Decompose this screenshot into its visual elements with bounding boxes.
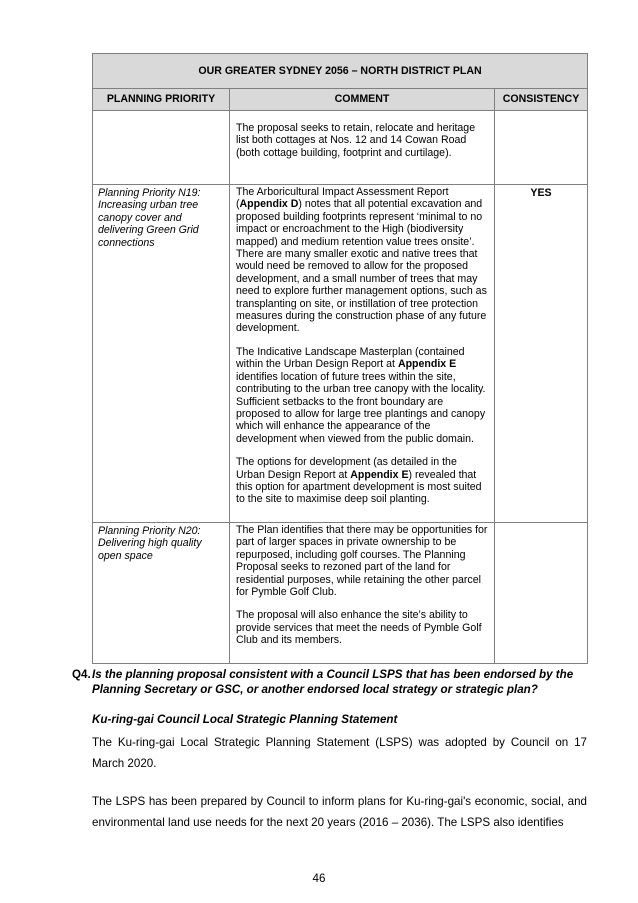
comment-cell: [230, 185, 495, 523]
body-paragraph: The Ku-ring-gai Local Strategic Planning Statement (LSPS) was adopted by Council on 17 March 2020.: [92, 736, 587, 770]
comment-paragraph: [236, 456, 488, 506]
comment-cell: [230, 111, 495, 185]
column-header-priority: PLANNING PRIORITY: [93, 89, 230, 111]
appendix-reference: Appendix E: [350, 468, 409, 481]
consistency-cell: [495, 111, 588, 185]
question-q4: [72, 667, 594, 697]
table-title-row: [93, 54, 588, 89]
comment-text: The options for development (as detailed in the Urban Design Report at: [236, 456, 457, 481]
table-row: [93, 111, 588, 185]
comment-paragraph: [236, 186, 488, 335]
comment-paragraph: The Plan identifies that there may be opportunities for part of larger spaces in private ownership to be repurposed, including golf courses. The Planning Proposal seeks to rezoned part of the land for residential purposes, while retaining the other parcel for Pymble Golf Club.: [236, 524, 488, 599]
table-row: [93, 523, 588, 664]
question-text: Is the planning proposal consistent with a Council LSPS that has been endorsed by the Planning Secretary or GSC, or another endorsed local strategy or strategic plan?: [92, 668, 574, 696]
appendix-reference: Appendix E: [397, 358, 457, 371]
comment-text: identifies location of future trees within the site, contributing to the urban tree canopy with the locality. Sufficient setbacks to the front boundary are proposed to allow for large tree plantings and canopy which will enhance the appearance of the development when viewed from the public domain.: [236, 370, 486, 445]
table-title: OUR GREATER SYDNEY 2056 – NORTH DISTRICT PLAN: [93, 54, 588, 89]
comment-text: ) notes that all potential excavation and proposed building footprints represent ‘minimal to no impact or encroachment to the High (biodiversity mapped) and medium retention value trees onsite’. There are many smaller exotic and native trees that would need be removed to allow for the proposed development, and a small number of trees that may need to explore further management options, such as transplanting on site, or instillation of tree protection measures during the construction phase of any future development.: [236, 198, 487, 335]
priority-cell: Planning Priority N20: Delivering high quality open space: [93, 523, 230, 664]
section-subheading: Ku-ring-gai Council Local Strategic Planning Statement: [92, 713, 398, 726]
page-number: 46: [312, 872, 326, 885]
comment-text: The proposal seeks to retain, relocate and heritage list both cottages at Nos. 12 and 14 Cowan Road (both cottage building, footprint and curtilage).: [236, 122, 476, 159]
priority-cell: Planning Priority N19: Increasing urban tree canopy cover and delivering Green Grid connections: [93, 185, 230, 523]
question-number: Q4.: [72, 668, 91, 681]
table-header-row: [93, 89, 588, 111]
column-header-comment: COMMENT: [230, 89, 495, 111]
body-paragraph: The LSPS has been prepared by Council to inform plans for Ku-ring-gai's economic, social, and environmental land use needs for the next 20 years (2016 – 2036). The LSPS also identifies: [92, 795, 587, 829]
comment-text: ) revealed that this option for apartment development is most suited to the site to maximise deep soil planting.: [236, 468, 482, 506]
table-row: [93, 185, 588, 523]
consistency-cell: [495, 523, 588, 664]
appendix-reference: Appendix D: [239, 198, 299, 211]
comment-text: The Indicative Landscape Masterplan (contained within the Urban Design Report at: [236, 345, 465, 371]
priority-cell: [93, 111, 230, 185]
comment-text: The Arboricultural Impact Assessment Report (: [236, 186, 449, 211]
comment-cell: [230, 523, 495, 664]
district-plan-table: [92, 53, 588, 664]
consistency-cell: YES: [495, 185, 588, 523]
column-header-consistency: CONSISTENCY: [495, 89, 588, 111]
comment-paragraph: The proposal will also enhance the site’s ability to provide services that meet the needs of Pymble Golf Club and its members.: [236, 609, 482, 647]
comment-paragraph: [236, 346, 488, 445]
